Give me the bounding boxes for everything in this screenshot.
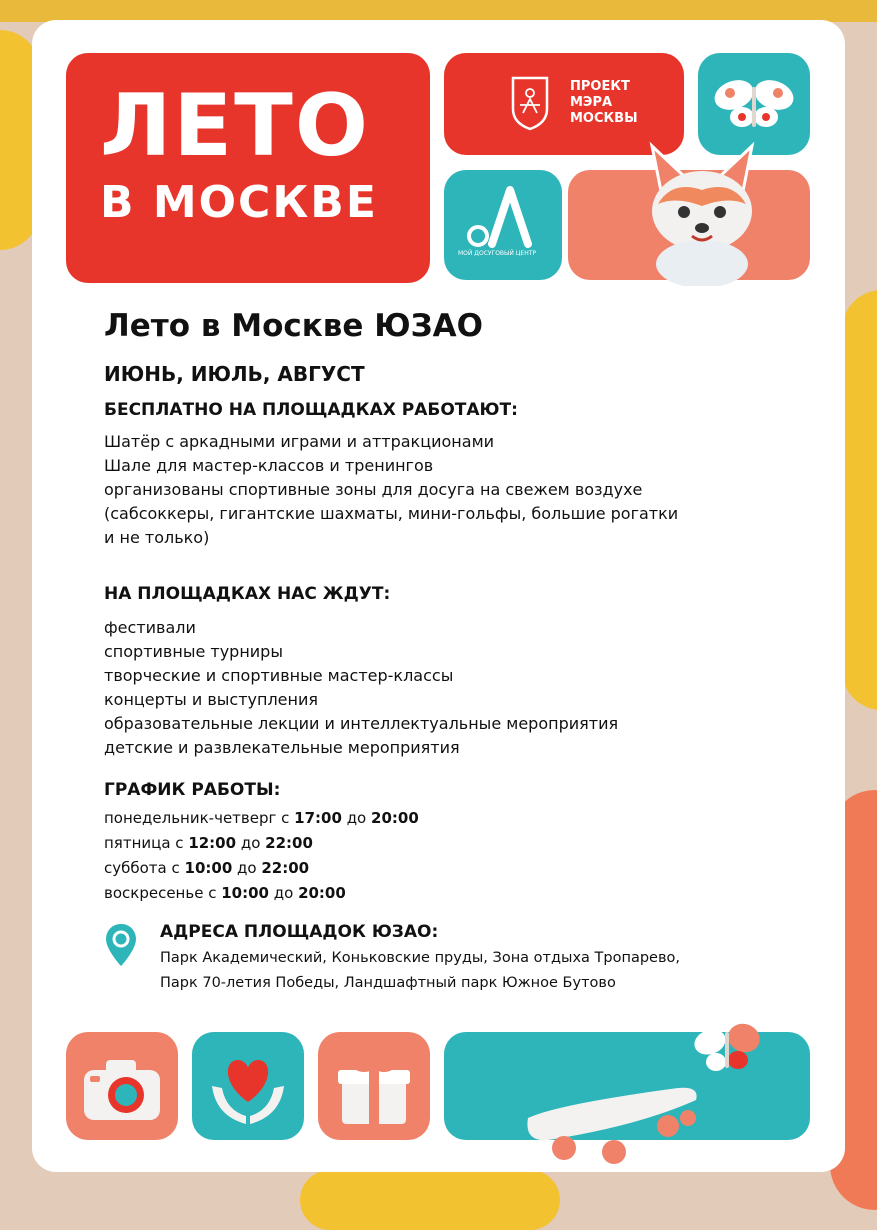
- schedule-mid: до: [236, 834, 266, 852]
- gift-box-icon: [334, 1046, 414, 1132]
- bg-yellow-bottom-blob: [300, 1170, 560, 1230]
- addresses-title: АДРЕСА ПЛОЩАДОК ЮЗАО:: [160, 922, 439, 942]
- list-item: фестивали: [104, 618, 196, 637]
- dosug-center-name: МОЙ ДОСУГОВЫЙ ЦЕНТР: [458, 250, 536, 257]
- schedule-row: [104, 831, 419, 856]
- hero-title-line2: В МОСКВЕ: [100, 177, 378, 228]
- schedule-row: [104, 856, 419, 881]
- hero-banner: [66, 53, 430, 283]
- schedule-row: [104, 881, 419, 906]
- list-item: и не только): [104, 528, 210, 547]
- schedule-day: суббота с: [104, 859, 185, 877]
- addresses-line: Парк 70-летия Победы, Ландшафтный парк Южное Бутово: [160, 975, 616, 991]
- poster-card: [32, 20, 845, 1172]
- list-item: Шатёр с аркадными играми и аттракционами: [104, 432, 495, 451]
- schedule-day: пятница с: [104, 834, 189, 852]
- heart-tile: [192, 1032, 304, 1140]
- schedule-from: 12:00: [188, 834, 237, 852]
- schedule-day: воскресенье с: [104, 884, 222, 902]
- bg-yellow-right-blob: [842, 290, 877, 710]
- await-section-title: НА ПЛОЩАДКАХ НАС ЖДУТ:: [104, 584, 391, 604]
- schedule-from: 10:00: [184, 859, 233, 877]
- list-item: концерты и выступления: [104, 690, 318, 709]
- corgi-figure-icon: [622, 136, 782, 290]
- gift-tile: [318, 1032, 430, 1140]
- schedule-mid: до: [341, 809, 372, 827]
- schedule-mid: до: [268, 884, 299, 902]
- list-item: организованы спортивные зоны для досуга на свежем воздухе: [104, 480, 643, 499]
- schedule-to: 20:00: [298, 884, 346, 902]
- schedule-mid: до: [232, 859, 262, 877]
- schedule-from: 17:00: [294, 809, 342, 827]
- hero-title-line1: ЛЕТО: [100, 76, 370, 176]
- camera-icon: [78, 1054, 166, 1128]
- list-item: детские и развлекательные мероприятия: [104, 738, 460, 757]
- months-subtitle: ИЮНЬ, ИЮЛЬ, АВГУСТ: [104, 362, 365, 386]
- hero-title: [100, 76, 400, 228]
- free-section-title: БЕСПЛАТНО НА ПЛОЩАДКАХ РАБОТАЮТ:: [104, 400, 518, 420]
- list-item: образовательные лекции и интеллектуальные мероприятия: [104, 714, 619, 733]
- schedule-to: 22:00: [265, 834, 313, 852]
- bg-yellow-top: [0, 0, 877, 22]
- dosug-center-tile: [444, 170, 562, 280]
- page-title: Лето в Москве ЮЗАО: [104, 308, 483, 344]
- butterfly-icon: [712, 71, 796, 141]
- free-section: [104, 400, 678, 550]
- addresses-line: Парк Академический, Коньковские пруды, Зона отдыха Тропарево,: [160, 950, 680, 966]
- list-item: спортивные турниры: [104, 642, 283, 661]
- schedule-to: 22:00: [261, 859, 310, 877]
- butterfly-icon: [692, 1018, 762, 1084]
- schedule-from: 10:00: [221, 884, 269, 902]
- camera-tile: [66, 1032, 178, 1140]
- schedule-to: 20:00: [371, 809, 419, 827]
- schedule-title: ГРАФИК РАБОТЫ:: [104, 780, 281, 800]
- list-item: Шале для мастер-классов и тренингов: [104, 456, 434, 475]
- list-item: творческие и спортивные мастер-классы: [104, 666, 454, 685]
- dosug-center-logo-icon: [462, 186, 544, 252]
- await-section: [104, 584, 618, 760]
- schedule-section: [104, 780, 419, 906]
- mayor-project-label: ПРОЕКТ МЭРА МОСКВЫ: [570, 79, 638, 126]
- location-pin-icon: [104, 922, 138, 972]
- list-item: (сабсоккеры, гигантские шахматы, мини-гольфы, большие рогатки: [104, 504, 679, 523]
- schedule-day: понедельник-четверг с: [104, 809, 295, 827]
- schedule-row: [104, 806, 419, 831]
- heart-in-hands-icon: [206, 1046, 290, 1132]
- skateboard-icon: [518, 1060, 708, 1168]
- moscow-coat-of-arms-icon: [510, 75, 550, 135]
